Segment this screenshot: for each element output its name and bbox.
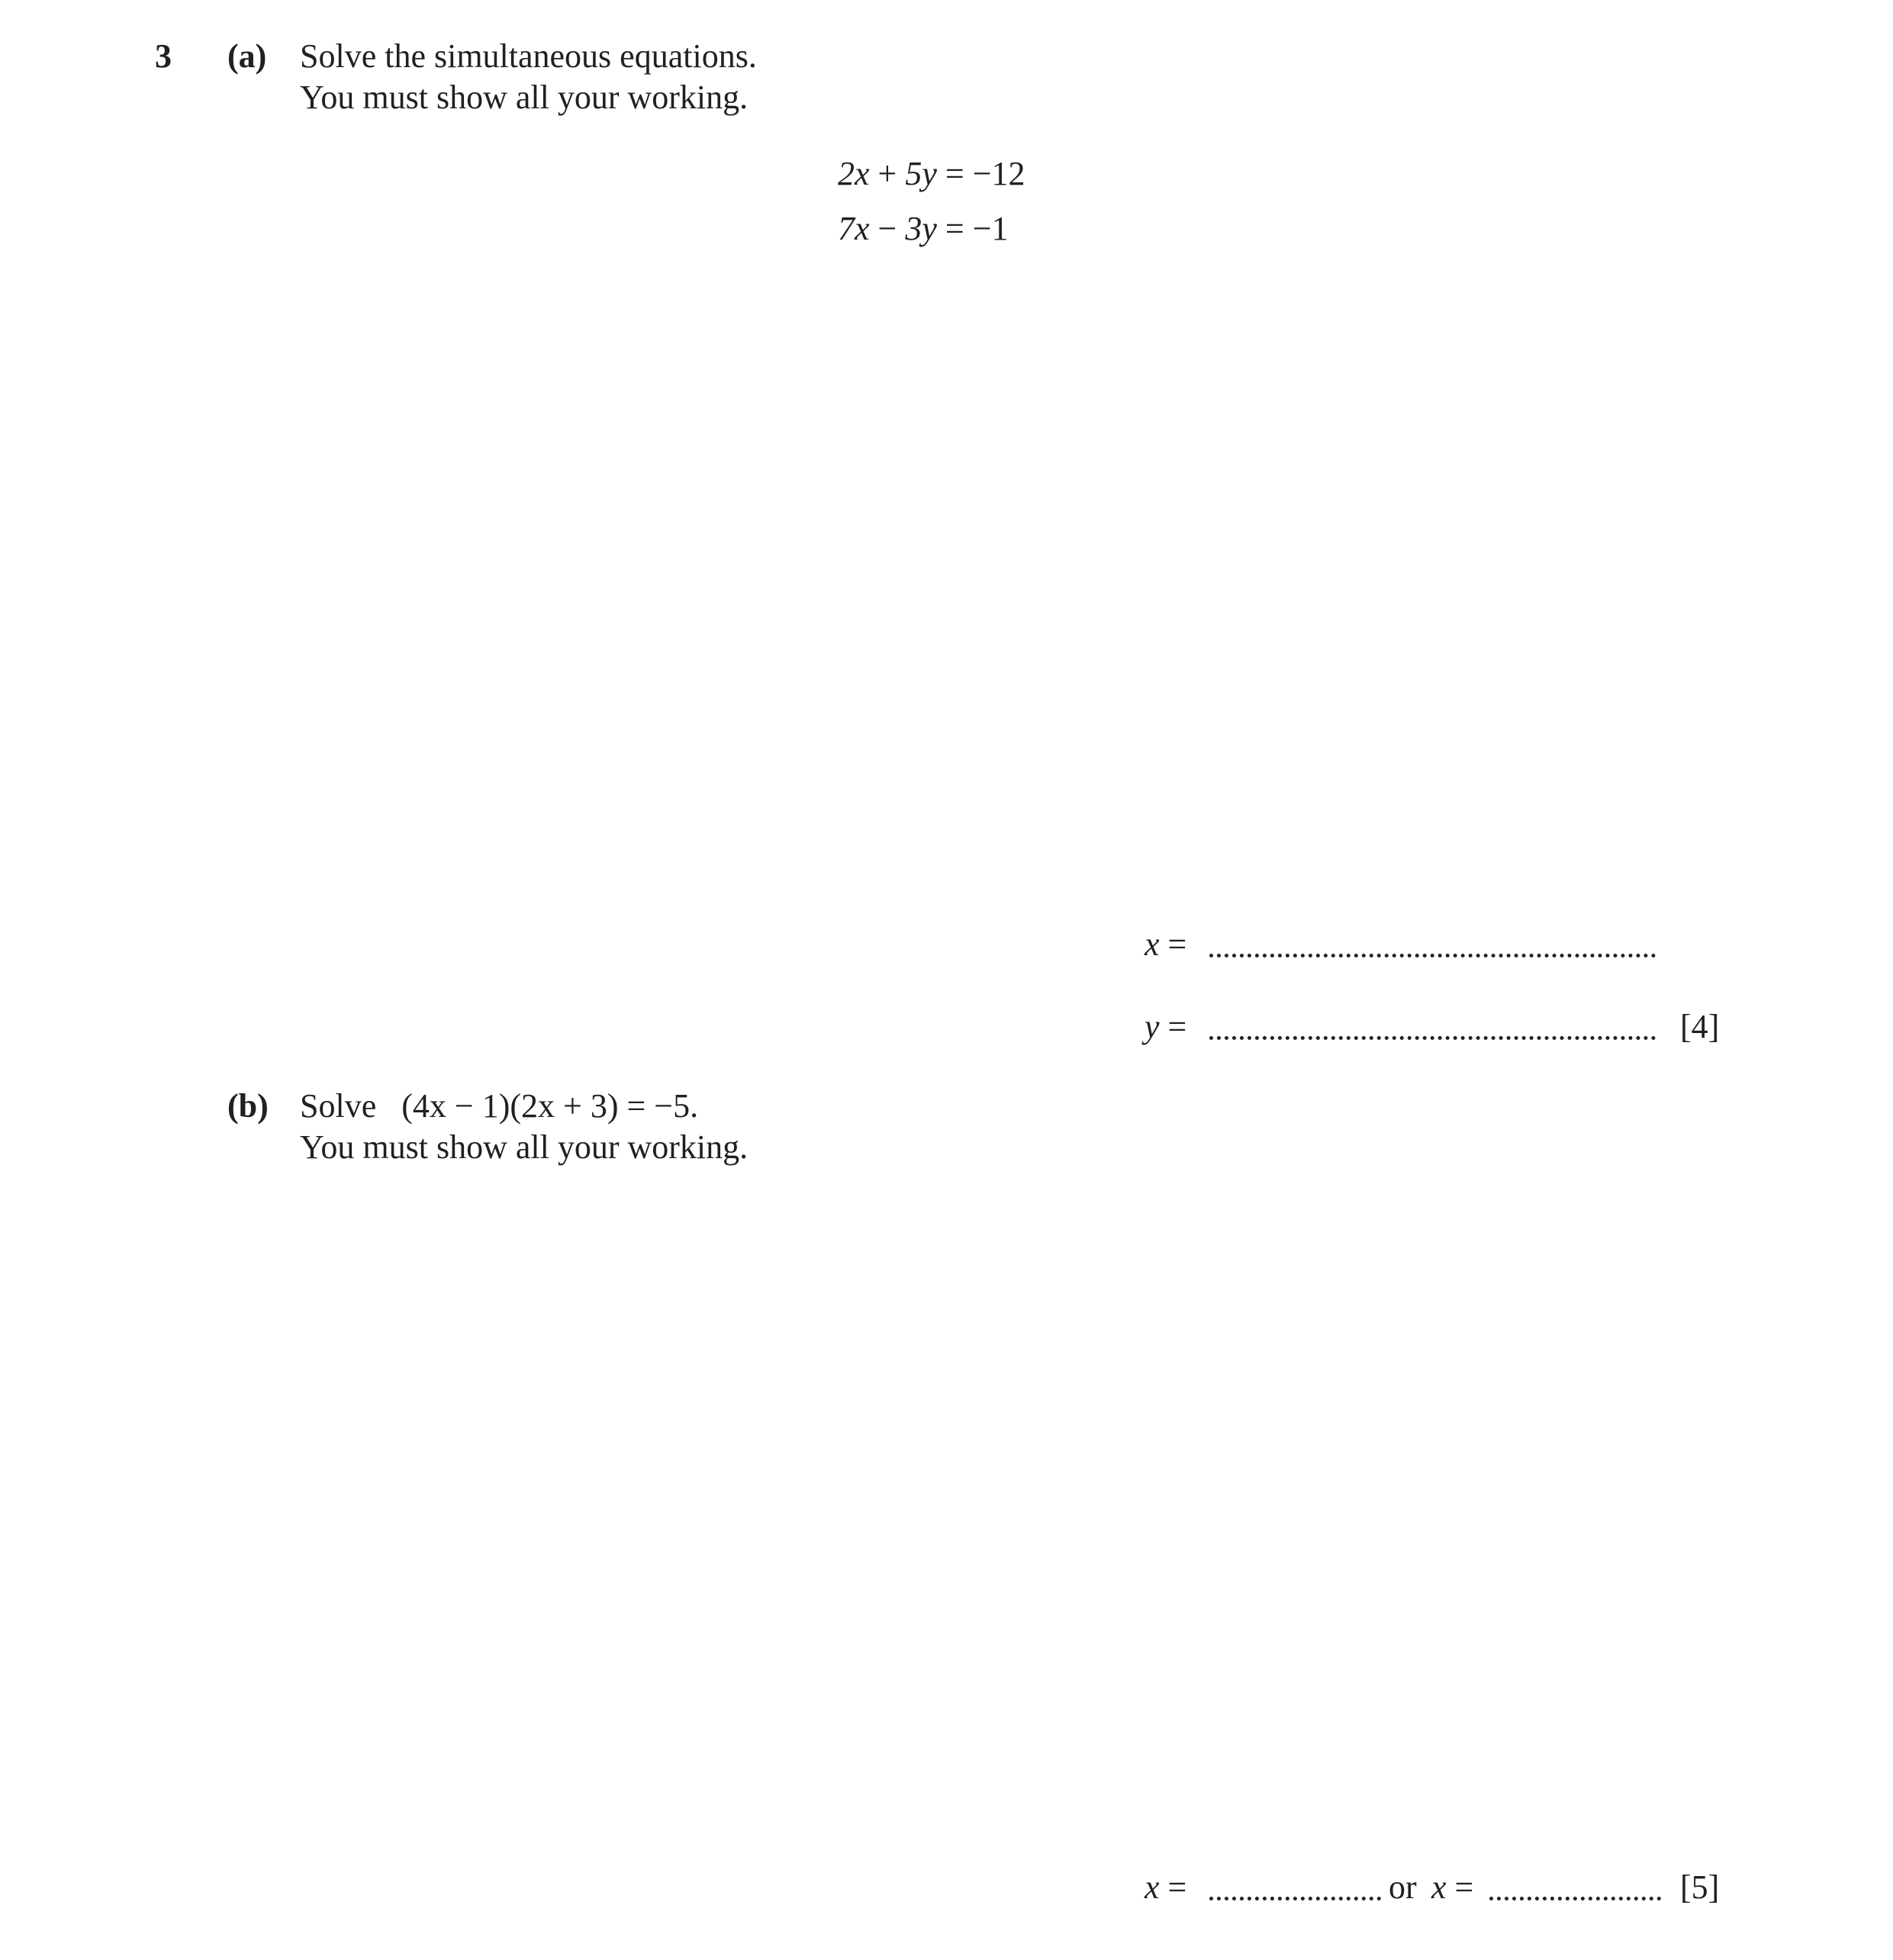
answer-b-x2-label: x [1431, 1868, 1447, 1906]
part-a-label: (a) [227, 37, 267, 75]
equation-2-y-term: 3y [905, 210, 937, 247]
equation-1-x-term: 2x [838, 155, 870, 192]
answer-b-blank-1[interactable] [1209, 1897, 1381, 1900]
answer-line-y [1144, 1007, 1186, 1047]
equation-1-y-term: 5y [905, 155, 937, 192]
answer-line-x [1144, 925, 1186, 964]
equation-2-x-term: 7x [838, 210, 870, 247]
answer-x-label: x [1144, 925, 1160, 963]
part-a-working-instruction: You must show all your working. [300, 79, 749, 116]
answer-b-blank-2[interactable] [1489, 1897, 1661, 1900]
answer-b-equals: = [1167, 1868, 1187, 1906]
answer-line-b-2 [1431, 1868, 1473, 1907]
equation-2 [838, 209, 1009, 249]
equation-1-operator: + [869, 155, 906, 192]
answer-y-label: y [1144, 1008, 1160, 1045]
part-b-working-instruction: You must show all your working. [300, 1128, 749, 1166]
answer-b-x-label: x [1144, 1868, 1160, 1906]
part-b-instruction [300, 1086, 698, 1126]
equation-2-operator: − [869, 210, 906, 247]
part-b-solve-word: Solve [300, 1087, 377, 1125]
equation-1-rhs: = −12 [936, 155, 1025, 192]
part-b-marks: [5] [1680, 1868, 1720, 1906]
equation-1 [838, 154, 1025, 194]
question-number: 3 [155, 37, 172, 75]
equation-2-rhs: = −1 [936, 210, 1009, 247]
part-b-expression: (4x − 1)(2x + 3) = −5. [401, 1087, 699, 1125]
answer-x-blank[interactable] [1209, 954, 1656, 957]
part-b-label: (b) [227, 1087, 269, 1125]
part-a-instruction: Solve the simultaneous equations. [300, 37, 757, 75]
answer-y-blank[interactable] [1209, 1036, 1656, 1040]
answer-b-or: or [1389, 1868, 1417, 1906]
answer-y-equals: = [1167, 1008, 1187, 1045]
answer-x-equals: = [1167, 925, 1187, 963]
answer-line-b [1144, 1868, 1186, 1907]
answer-b-equals-2: = [1454, 1868, 1474, 1906]
part-a-marks: [4] [1680, 1008, 1720, 1045]
